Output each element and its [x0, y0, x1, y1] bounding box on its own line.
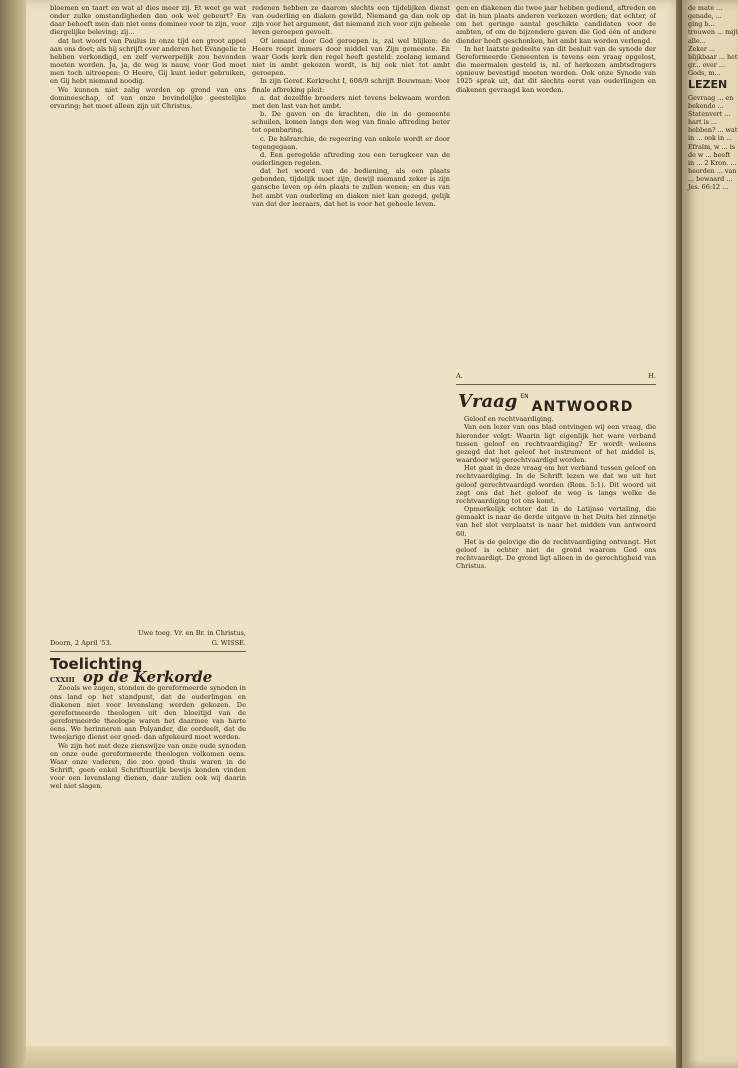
heading-en: EN [520, 393, 529, 401]
initial-left: A. [456, 372, 463, 380]
page-bottom-edge [26, 1046, 682, 1068]
column-1-upper-text [50, 4, 246, 629]
paragraph: Van een lezer van ons blad ontvingen wij een vraag, die hieronder volgt: Waarin ligt eigenlijk het ware verband tussen geloof en rechtvaardiging? Er wordt weleens gezegd dat het geloof het instrument of het middel is, waardoor wij gerechtvaardigd worden. [456, 423, 656, 465]
signature-row [50, 639, 246, 647]
fragment: Efraïm, w ... is de w ... heeft in ... 2 Kron. ... [688, 142, 737, 167]
column-3-upper-text [456, 4, 656, 370]
paragraph: We kunnen niet zalig worden op grond van ons domineeschap, of van onze bevindelijke geestelijke ervaring; het moet alleen zijn uit Christus. [50, 85, 246, 110]
vraag-en-antwoord-heading [458, 391, 656, 416]
signature-greeting: Uwe toeg. Vr. en Br. in Christus, [138, 629, 246, 637]
chapter-number: CXXIII [50, 676, 75, 685]
paragraph: In het laatste gedeelte van dit besluit van de synode der Gereformeerde Gemeenten is tevens een vraag opgelost, die meermalen gesteld is, nl. of herkozen ambtsdragers opnieuw bevestigd moeten worden. Ook onze Synode van 1925 sprak uit, dat dit slechts eerst van ouderlingen en diakenen gevraagd kan worden. [456, 44, 656, 94]
signature-name: G. WISSE. [211, 639, 246, 648]
paragraph: dat het woord van de bediening, als een plaats gebonden, tijdelijk moet zijn, dewijl niemand zeker is zijn gansche leven op één plaats te zullen wonen; en dus van het ambt van ouderling en diaken niet kan gezegd, gelijk van dat der leeraars, dat het is voor het geheele leven. [252, 167, 450, 208]
paragraph: c. De hiërarchie, de regeering van enkele wordt er door tegengegaan. [252, 134, 450, 151]
paragraph: In zijn Geref. Kerkrecht I, 608/9 schrijft Bouwman: Voor finale afbreking pleit: [252, 77, 450, 94]
fragment: Zeker ... blijkbaar ... het gr... over ... Gods, m... [688, 44, 738, 78]
paragraph: Opmerkelijk echter dat in de Latijnse vertaling, die gemaakt is naar de derde uitgave in het Duits het zinnetje van het slot verplaatst is naar het midden van antwoord 60. [456, 505, 656, 538]
column-3-lower-text [456, 415, 656, 1056]
initial-right: H. [648, 372, 656, 380]
fragment: Gevraag ... en bekende ... Statenvert ... hart is ... hebben? ... wat in ... ook in ... [688, 93, 738, 143]
dateline: Doorn, 2 April '53. [50, 639, 112, 648]
heading-antwoord: ANTWOORD [531, 399, 634, 416]
column-2 [252, 4, 450, 1056]
paragraph: d. Een geregelde aftreding zou een terugkeer van de ouderlingen regelen. [252, 150, 450, 167]
adjacent-page-text [688, 4, 738, 191]
paragraph: Zooals we zagen, stonden de gereformeerde synoden in ons land op het standpunt, dat de ouderlingen en diakenen niet voor levenslang werden gekozen. De gereformeerde theologen uit den bloeitijd van de gereformeerde theologie waren het daarmee van harte eens. We herinneren aan Polyander, die oordeelt, dat de tweejarige dienst eer goed- dan afgekeurd moet worden. [50, 684, 246, 742]
paragraph: a. dat dezelfde broeders niet tevens bekwaam worden met den last van het ambt. [252, 93, 450, 110]
paragraph: dat het woord van Paulus in onze tijd een groot appel aan ons doet; als hij schrijft over anderen het Evangelie te hebben verkondigd, en zelf verwerpelijk zou bevonden moeten worden. Ja, ja, de weg is nauw, voor God moet men toch uitroepen: O Heere, Gij kunt ieder gebruiken, en Gij hebt niemand noodig. [50, 36, 246, 86]
fragment: de mate ... genade, ... ging b... trouwen ... mijt alle... [688, 4, 738, 45]
divider [50, 651, 246, 652]
heading-subtitle: op de Kerkorde [82, 668, 213, 687]
adjacent-page-column [682, 0, 738, 1068]
article-initials [456, 372, 656, 380]
heading-vraag: Vraag [458, 391, 518, 413]
side-heading: LEZEN [688, 78, 728, 92]
paragraph: Het is de gelovige die de rechtvaardiging ontvangt. Het geloof is echter niet de grond waarom God ons rechtvaardigt. De grond ligt alleen in de gerechtigheid van Christus. [456, 537, 656, 571]
paragraph: gen en diakenen die twee jaar hebben gediend, aftreden en dat in hun plaats anderen verkozen worden; dat echter, of om het geringe aantal geschikte candidaten voor de ambten, of om de bijzondere gaven die God één of andere diender heeft geschonken, het ambt kan worden verlengd. [456, 4, 656, 45]
letter-signature [50, 629, 246, 647]
paragraph: Geloof en rechtvaardiging. [464, 415, 554, 424]
fragment: heerden ... van ... bewaard ... Jes. 66:12 ... [688, 166, 737, 192]
heading-title: Toelichting [50, 655, 143, 674]
column-1 [50, 4, 246, 1056]
paragraph: Of iemand door God geroepen is, zal wel blijken: de Heere roept immers door middel van Zijn gemeente. En waar Gods kerk den regel heeft gesteld: zoolang iemand niet in ambt gekozen wordt, is hij ook niet tot ambt geroepen. [252, 36, 450, 78]
paragraph: bloemen en taart en wat al dies meer zij. Et weet ge wat onder zulke omstandigheden dan ook wel gebeurt? En daar behoeft men dan niet eens dominee voor te zijn, voor diergelijke beleving; zij... [50, 4, 246, 37]
article-subheading-row [50, 668, 246, 687]
paragraph: Het gaat in deze vraag om het verband tussen geloof en rechtvaardiging. In de Schrift lezen we dat we uit het geloof gerechtvaardigd worden (Rom. 5:1). Dit woord uit zegt ons dat het geloof de weg is langs welke de rechtvaardiging tot ons komt. [456, 464, 656, 505]
divider [456, 384, 656, 385]
column-3 [456, 4, 656, 1056]
paragraph: We zijn het met deze zienswijze van onze oude synoden en onze oude gereformeerde theologen volkomen eens. Waar onze vaderen, die zoo goed thuis waren in de Schrift, geen enkel Schriftuurlijk bewijs konden vinden voor een levenslang dienen, daar zullen ook wij daarin wel niet slagen. [50, 741, 246, 791]
paragraph: b. De gaven en de krachten, die in de gemeente schuilen, komen langs den weg van finale aftreding beter tot openbaring. [252, 110, 450, 135]
paragraph: redenen hebben ze daarom slechts een tijdelijken dienst van ouderling en diaken gewild. Niemand ga dan ook op zijn voor het argument, dat niemand zich voor zijn geheele leven geroepen gevoelt. [252, 4, 450, 37]
binding-edge [0, 0, 26, 1068]
